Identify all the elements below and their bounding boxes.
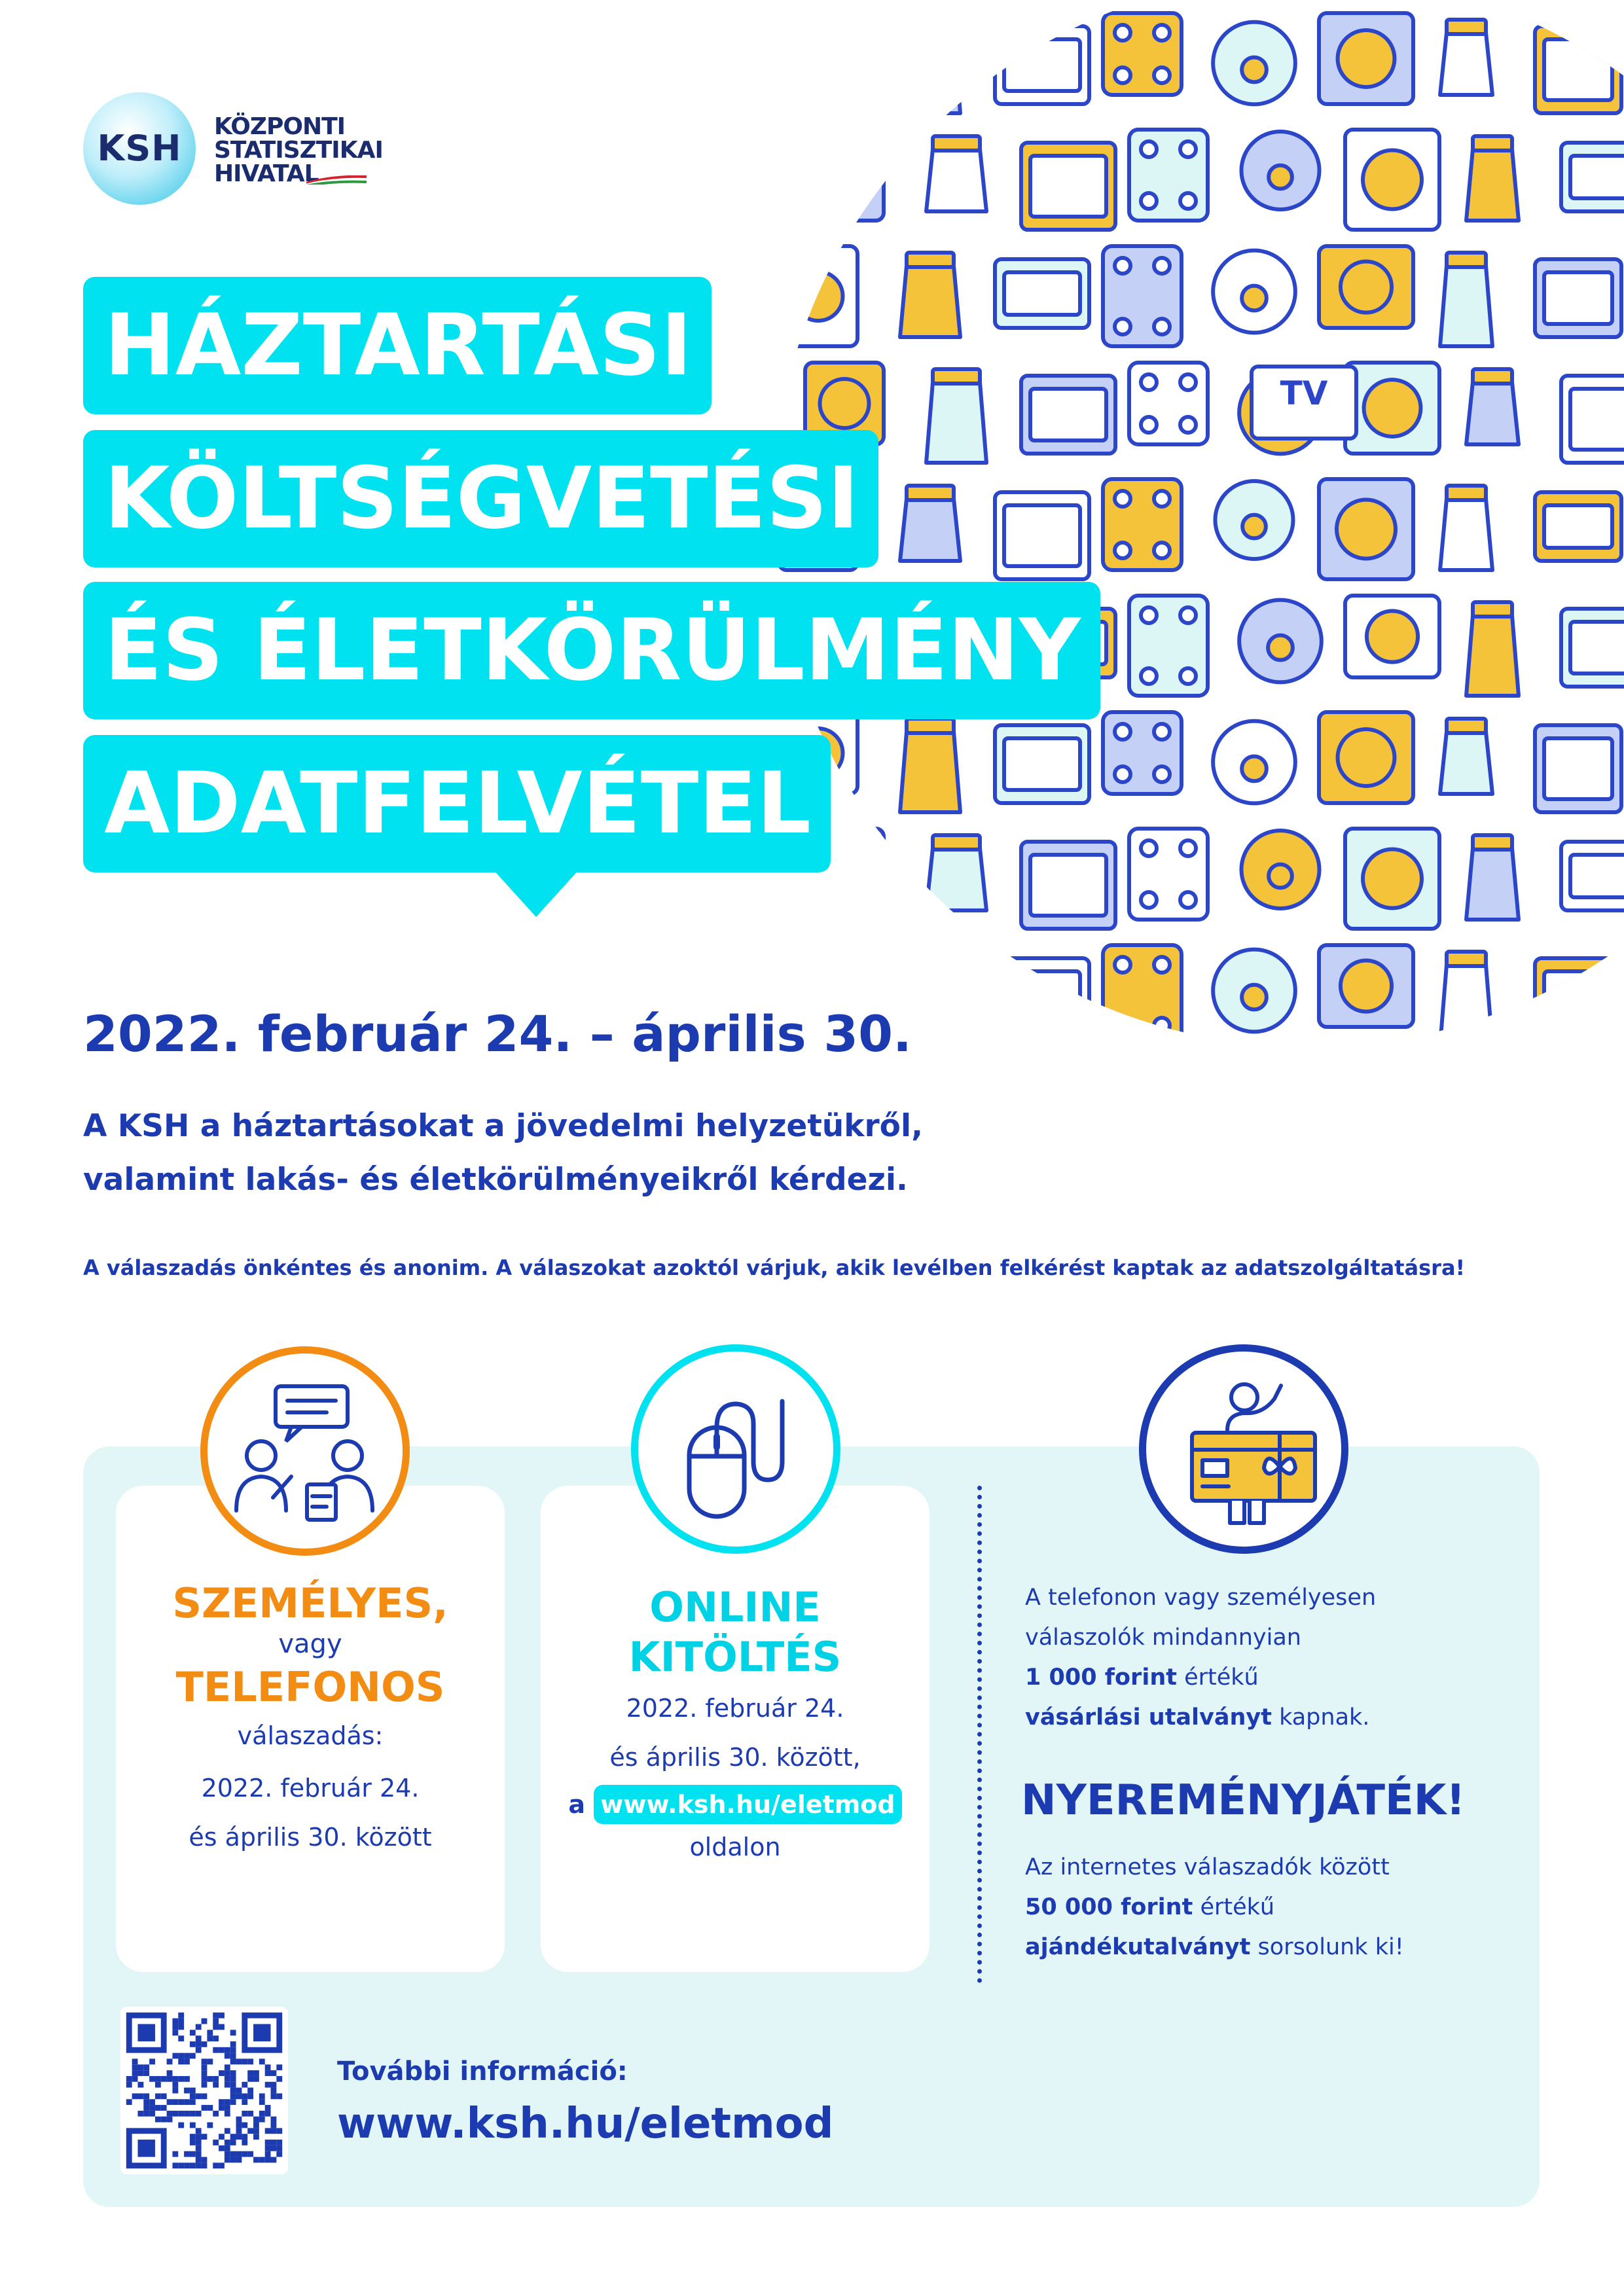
hoverboard-icon [779,13,857,95]
speech-bubble-pointer [492,868,581,917]
online-line-1: 2022. február 24. [626,1694,844,1723]
robot-vacuum-icon [1466,369,1519,444]
range-hood-icon [1319,13,1413,104]
personal-line-3: és április 30. között [189,1823,432,1852]
coffee-maker-icon [1103,246,1182,346]
reward-line-1: A telefonon vagy személyesen [1025,1585,1377,1611]
personal-heading-2: TELEFONOS [175,1663,445,1711]
cooktop-icon [1561,376,1624,463]
cooktop-icon [1129,829,1208,920]
online-line-2: és április 30. között, [609,1743,861,1772]
title-line-2: KÖLTSÉGVETÉSI [83,430,878,567]
personal-line-2: 2022. február 24. [201,1774,420,1803]
rice-cooker-icon [926,369,986,463]
online-line-3: oldalon [689,1833,781,1861]
kitchen-scale-icon [1103,479,1182,570]
voluntary-notice: A válaszadás önkéntes és anonim. A válaszokat azoktól várjuk, akik levélben felkérést kaptak az adatszolgáltatásra! [83,1255,1466,1280]
kettle-icon [926,136,986,211]
microwave-icon [1345,363,1439,454]
toaster-icon [1103,945,1182,1045]
toaster-icon [1535,492,1621,561]
appliance-mosaic [753,0,1624,1045]
logo-line-3: HIVATAL [214,160,319,187]
logo-line-1: KÖZPONTI [214,113,346,140]
robot-vacuum-icon [1021,842,1115,929]
landline-phone-icon [995,725,1089,803]
dotted-divider [977,1486,982,1983]
speaker-icon [1103,712,1182,794]
turntable-icon [900,719,960,812]
intro-line-1: A KSH a háztartásokat a jövedelmi helyzetükről, [83,1108,923,1144]
fryer-icon [1345,130,1439,230]
personal-connector: vagy [278,1629,342,1659]
computer-mouse-icon [638,1352,833,1547]
toaster-icon [1129,130,1208,221]
phone-icon [1241,132,1319,209]
iron-icon [900,253,960,337]
washing-machine-icon [805,130,884,221]
interview-icon-circle [200,1346,410,1556]
prize-voucher: ajándékutalványt [1025,1934,1251,1960]
logo-line-2: STATISZTIKAI [214,137,383,164]
blender-icon [1440,486,1492,570]
blender-icon [1021,143,1115,230]
mixer-icon [1440,952,1492,1045]
robot-vacuum-icon [995,26,1089,104]
reward-voucher-suffix: kapnak. [1279,1704,1370,1731]
washing-machine-icon [1215,481,1293,559]
kitchen-scale-icon [1535,26,1621,113]
monitor-icon [1213,721,1295,804]
radiator-icon [1440,719,1492,794]
hair-dryer-icon [1466,835,1519,920]
prize-voucher-suffix: sorsolunk ki! [1257,1934,1404,1960]
mixer-icon [1466,136,1519,221]
blender-icon [995,958,1089,1027]
cooktop-icon [1103,13,1182,95]
oven-icon [1213,22,1295,105]
intro-line-2: valamint lakás- és életkörülményeikről kérdezi. [83,1162,908,1198]
radiator-icon [1021,376,1115,454]
tv-icon [1129,596,1208,696]
range-hood-icon [900,486,960,561]
footer-label: További információ: [337,2056,628,2087]
online-url-link[interactable]: www.ksh.hu/eletmod [594,1785,901,1824]
laptop-icon [1213,251,1295,333]
coffee-maker-icon [1561,609,1624,687]
footer-url-link[interactable]: www.ksh.hu/eletmod [337,2100,834,2148]
tv-icon [1535,958,1621,1036]
range-hood-icon [1345,829,1439,929]
hair-dryer-icon [1440,20,1492,95]
oven-icon [1241,831,1319,908]
fridge-icon [995,259,1089,328]
reward-amount: 1 000 forint [1025,1664,1177,1691]
title-line-3: ÉS ÉLETKÖRÜLMÉNY [83,582,1100,719]
hungarian-flag-swoosh-icon [306,175,367,185]
personal-heading-1: SZEMÉLYES, [172,1579,448,1627]
tv-label: TV [1280,374,1328,412]
camera-icon [779,246,857,346]
microwave-icon [926,835,986,910]
microwave-icon [900,20,960,113]
interview-icon [208,1354,403,1549]
online-heading-2: KITÖLTÉS [628,1633,842,1681]
prize-amount: 50 000 forint [1025,1894,1193,1920]
qr-code[interactable] [120,2007,288,2174]
gift-voucher-icon [1146,1352,1341,1547]
fryer-icon [1319,945,1413,1027]
qr-code-pattern [120,2007,288,2174]
survey-date-range: 2022. február 24. – április 30. [83,1005,912,1063]
tablet-icon [1535,725,1621,812]
voucher-icon-circle [1139,1344,1348,1554]
turntable-icon [1319,246,1413,328]
title-line-4: ADATFELVÉTEL [83,735,831,872]
rice-cooker-icon [1319,712,1413,803]
reward-amount-suffix: értékű [1184,1664,1259,1691]
reward-line-2: válaszolók mindannyian [1025,1624,1301,1651]
personal-line-1: válaszadás: [237,1721,384,1750]
kettle-icon [1319,479,1413,579]
kitchen-scale-icon [1561,842,1624,910]
prize-heading: NYEREMÉNYJÁTÉK! [1021,1776,1466,1825]
online-heading-1: ONLINE [649,1583,821,1631]
fridge-icon [1466,602,1519,696]
online-prefix: a [568,1790,586,1819]
prize-amount-suffix: értékű [1200,1894,1275,1920]
title-line-1: HÁZTARTÁSI [83,277,712,414]
ksh-logo-abbr: KSH [97,128,182,169]
phone-icon [1213,950,1295,1032]
camera-icon [1239,600,1322,683]
tablet-icon [1129,363,1208,444]
reward-voucher: vásárlási utalványt [1025,1704,1272,1731]
tv-icon [1561,143,1624,211]
iron-icon [1345,596,1439,677]
speaker-icon [1535,259,1621,337]
prize-line-1: Az internetes válaszadók között [1025,1854,1390,1880]
landline-phone-icon [1440,253,1492,346]
hair-dryer-icon [995,492,1089,579]
mouse-icon-circle [631,1344,840,1554]
